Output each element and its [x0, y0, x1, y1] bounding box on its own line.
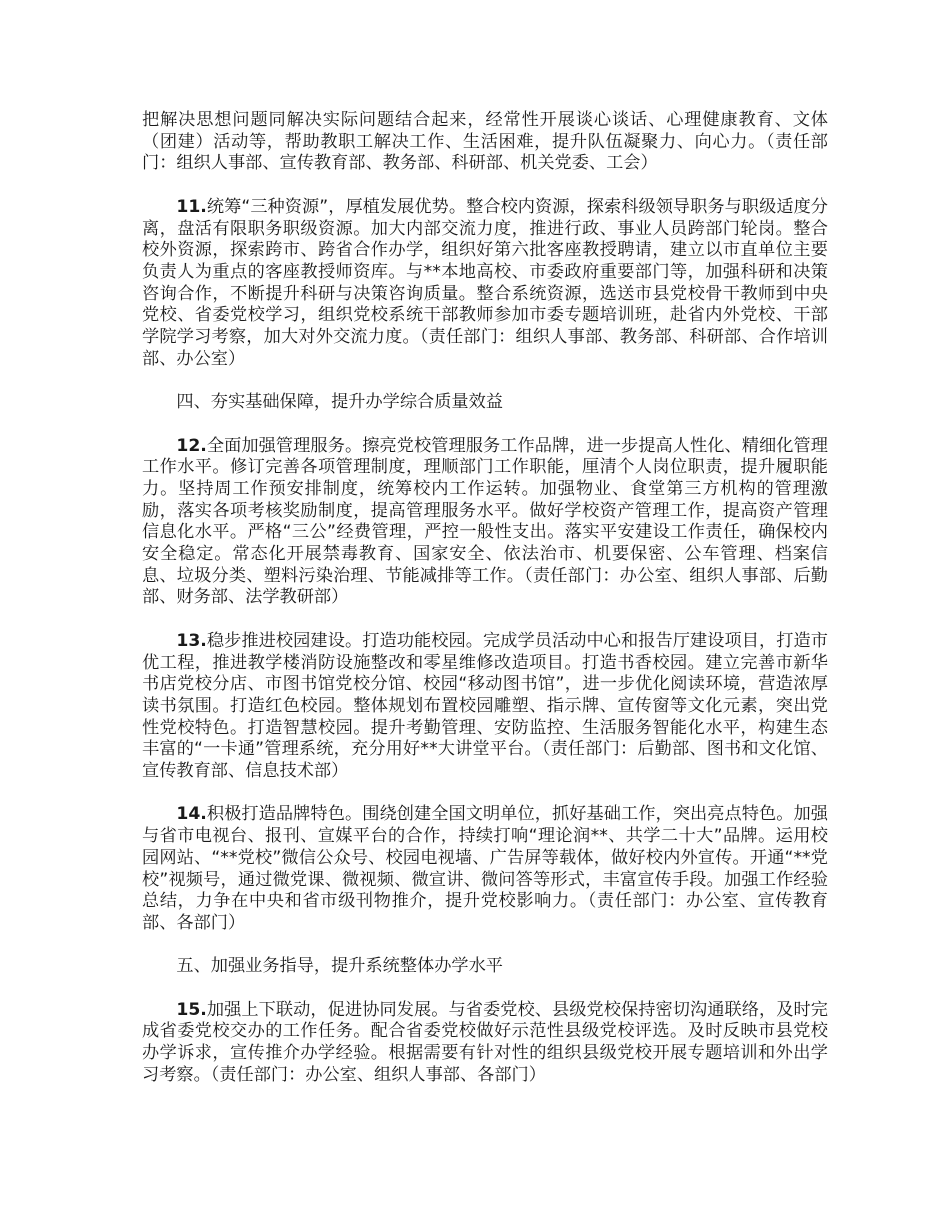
- document-page: [142, 110, 828, 1087]
- paragraph-text: 统筹“三种资源”，厚植发展优势。整合校内资源，探索科级领导职务与职级适度分离，盘活有限职务职级资源。加大内部交流力度，推进行政、事业人员跨部门轮岗。整合校外资源，探索跨市、跨省合作办学，组织好第六批客座教授聘请，建立以市直单位主要负责人为重点的客座教授师资库。与**本地高校、市委政府重要部门等，加强科研和决策咨询合作，不断提升科研与决策咨询质量。整合系统资源，选送市县党校骨干教师到中央党校、省委党校学习，组织党校系统干部教师参加市委专题培训班，赴省内外党校、干部学院学习考察，加大对外交流力度。（责任部门：组织人事部、教务部、科研部、合作培训部、办公室）: [142, 196, 828, 369]
- item-number: 14.: [176, 804, 207, 825]
- paragraph-item-13: [142, 631, 828, 783]
- section-heading-5: 五、加强业务指导，提升系统整体办学水平: [176, 956, 503, 977]
- item-number: 13.: [176, 630, 207, 651]
- item-number: 12.: [176, 435, 207, 456]
- item-number: 15.: [176, 999, 207, 1020]
- paragraph-text: 稳步推进校园建设。打造功能校园。完成学员活动中心和报告厅建设项目，打造市优工程，推进教学楼消防设施整改和零星维修改造项目。打造书香校园。建立完善市新华书店党校分店、市图书馆党校分馆、校园“移动图书馆”，进一步优化阅读环境，营造浓厚读书氛围。打造红色校园。整体规划布置校园雕塑、指示牌、宣传窗等文化元素，突出党性党校特色。打造智慧校园。提升考勤管理、安防监控、生活服务智能化水平，构建生态丰富的“一卡通”管理系统，充分用好**大讲堂平台。（责任部门：后勤部、图书和文化馆、宣传教育部、信息技术部）: [142, 630, 828, 782]
- item-number: 11.: [176, 196, 207, 217]
- paragraph-text: 把解决思想问题同解决实际问题结合起来，经常性开展谈心谈话、心理健康教育、文体（团建）活动等，帮助教职工解决工作、生活困难，提升队伍凝聚力、向心力。（责任部门：组织人事部、宣传教育部、教务部、科研部、机关党委、工会）: [142, 110, 828, 174]
- section-heading-4: 四、夯实基础保障，提升办学综合质量效益: [176, 392, 503, 413]
- paragraph-item-12: [142, 436, 828, 610]
- paragraph-item-15: [142, 1000, 828, 1087]
- paragraph-text: 加强上下联动，促进协同发展。与省委党校、县级党校保持密切沟通联络，及时完成省委党校交办的工作任务。配合省委党校做好示范性县级党校评选。及时反映市县党校办学诉求，宣传推介办学经验。根据需要有针对性的组织县级党校开展专题培训和外出学习考察。（责任部门：办公室、组织人事部、各部门）: [142, 999, 828, 1085]
- paragraph-item-11: [142, 197, 828, 371]
- paragraph-item-14: [142, 804, 828, 934]
- paragraph-text: 积极打造品牌特色。围绕创建全国文明单位，抓好基础工作，突出亮点特色。加强与省市电视台、报刊、宣媒平台的合作，持续打响“理论润**、共学二十大”品牌。运用校园网站、“**党校”微信公众号、校园电视墙、广告屏等载体，做好校内外宣传。开通“**党校”视频号，通过微党课、微视频、微宣讲、微问答等形式，丰富宣传手段。加强工作经验总结，力争在中央和省市级刊物推介，提升党校影响力。（责任部门：办公室、宣传教育部、各部门）: [142, 804, 828, 933]
- paragraph-continuation: [142, 110, 828, 175]
- paragraph-text: 全面加强管理服务。擦亮党校管理服务工作品牌，进一步提高人性化、精细化管理工作水平。修订完善各项管理制度，理顺部门工作职能，厘清个人岗位职责，提升履职能力。坚持周工作预安排制度，统筹校内工作运转。加强物业、食堂第三方机构的管理激励，落实各项考核奖励制度，提高管理服务水平。做好学校资产管理工作，提高资产管理信息化水平。严格“三公”经费管理，严控一般性支出。落实平安建设工作责任，确保校内安全稳定。常态化开展禁毒教育、国家安全、依法治市、机要保密、公车管理、档案信息、垃圾分类、塑料污染治理、节能减排等工作。（责任部门：办公室、组织人事部、后勤部、财务部、法学教研部）: [142, 435, 828, 608]
